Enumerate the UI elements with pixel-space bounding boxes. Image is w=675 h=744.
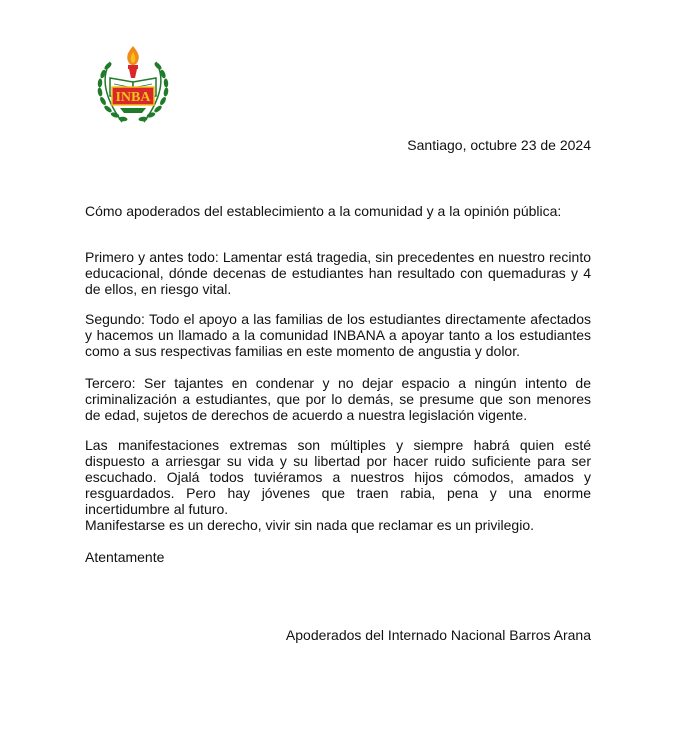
letter-closing: Atentamente [85,549,165,565]
letter-signature: Apoderados del Internado Nacional Barros Arana [285,627,591,643]
inba-logo [92,44,174,126]
svg-text:INBA: INBA [115,90,151,105]
paragraph-tercero: Tercero: Ser tajantes en condenar y no dejar espacio a ningún intento de criminalización a estudiantes, que por lo demás, se presume que son menores de edad, sujetos de derechos de acuerdo a nuestra legislación vigente. [85,375,591,423]
paragraph-segundo: Segundo: Todo el apoyo a las familias de los estudiantes directamente afectados y hacemos un llamado a la comunidad INBANA a apoyar tanto a los estudiantes como a sus respectivas familias en este momento de angustia y dolor. [85,311,591,359]
paragraph-derecho: Manifestarse es un derecho, vivir sin nada que reclamar es un privilegio. [85,517,535,533]
letter-date: Santiago, octubre 23 de 2024 [407,137,591,153]
letter-greeting: Cómo apoderados del establecimiento a la comunidad y a la opinión pública: [85,203,562,219]
paragraph-primero: Primero y antes todo: Lamentar está tragedia, sin precedentes en nuestro recinto educacional, dónde decenas de estudiantes han resultado con quemaduras y 4 de ellos, en riesgo vital. [85,249,591,297]
paragraph-manifestaciones: Las manifestaciones extremas son múltiples y siempre habrá quien esté dispuesto a arriesgar su vida y su libertad por hacer ruido suficiente para ser escuchado. Ojalá todos tuviéramos a nuestros hijos cómodos, amados y resguardados. Pero hay jóvenes que traen rabia, pena y una enorme incertidumbre al futuro. [85,437,591,517]
